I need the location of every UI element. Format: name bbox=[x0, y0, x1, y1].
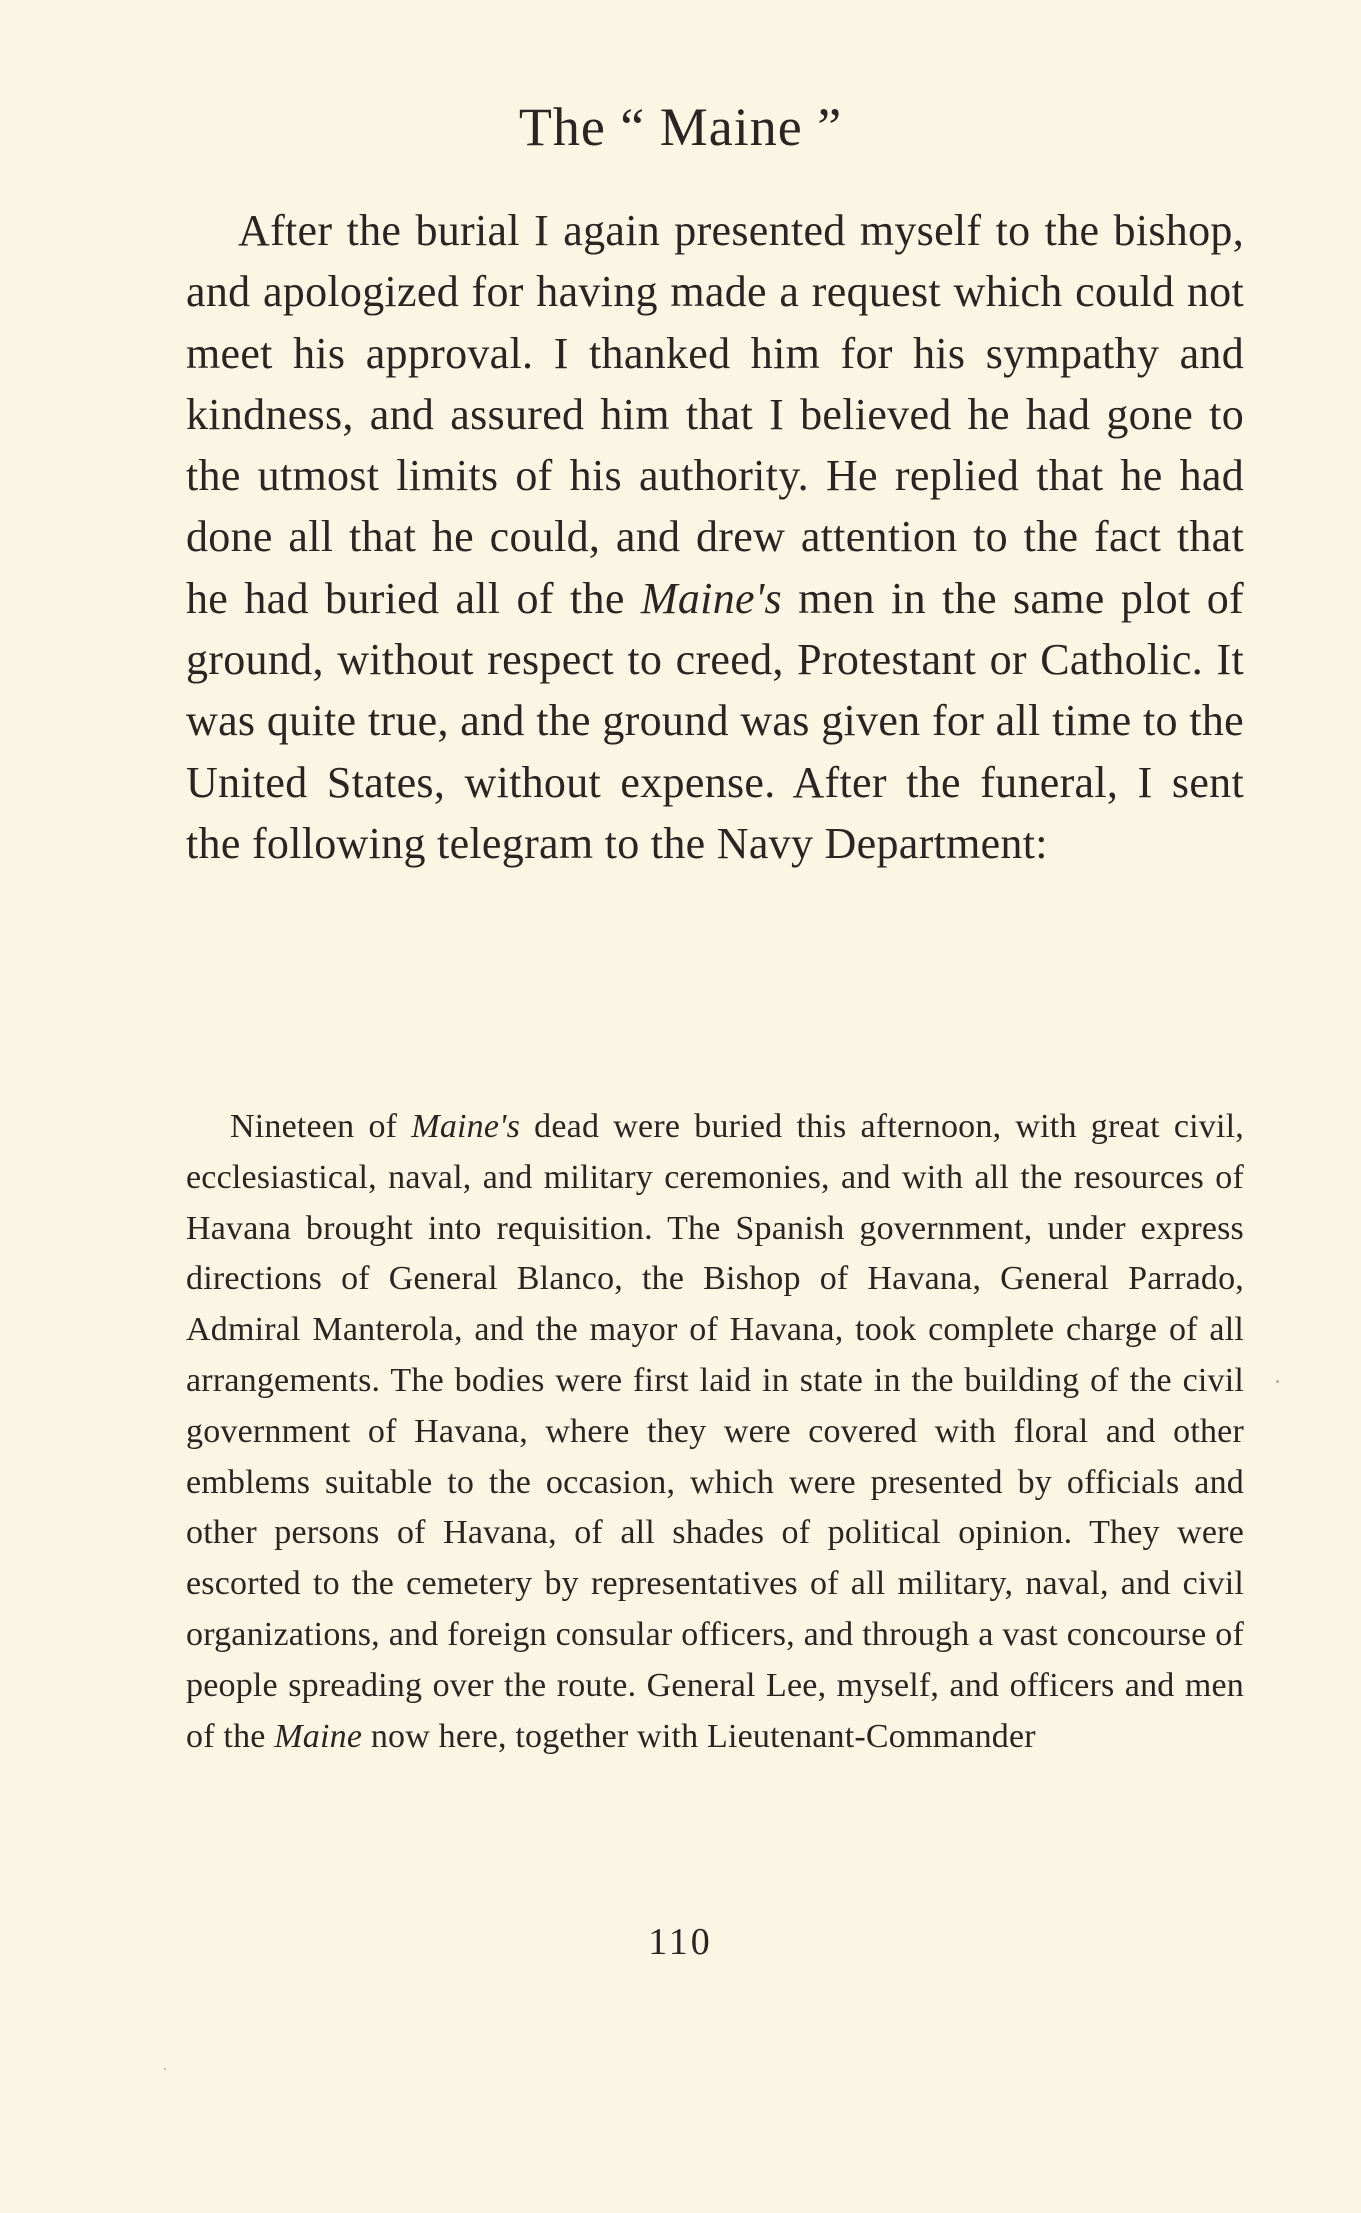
body-text-segment: men in the same plot of ground, without respect to creed, Protestant or Catholic. It was quite true, and the ground was given for all time to the United States, without expense. After the funeral, I sent the following telegram to the Navy Department: bbox=[186, 573, 1244, 868]
page-number: 110 bbox=[648, 1921, 713, 1963]
body-text-segment: After the burial I again presented myself to the bishop, and apologized for having made a request which could not meet his approval. I thanked him for his sympathy and kindness, and assured him that I believed he had gone to the utmost limits of his authority. He replied that he had done all that he could, and drew attention to the fact that he had buried all of the bbox=[186, 206, 1244, 623]
telegram-text-segment: dead were buried this afternoon, with great civil, ecclesiastical, naval, and military ceremonies, and with all the resources of Havana brought into requisition. The Spanish government, under express directions of General Blanco, the Bishop of Havana, General Parrado, Admiral Manterola, and the mayor of Havana, took complete charge of all arrangements. The bodies were first laid in state in the building of the civil government of Havana, where they were covered with floral and other emblems suitable to the occasion, which were presented by officials and other persons of Havana, of all shades of political opinion. They were escorted to the cemetery by representatives of all military, naval, and civil organizations, and foreign consular officers, and through a vast concourse of people spreading over the route. General Lee, myself, and officers and men of the bbox=[186, 1108, 1244, 1755]
ship-name-italic: Maine's bbox=[640, 573, 782, 623]
running-head: The “ Maine ” bbox=[518, 97, 843, 157]
paper-speck bbox=[1276, 1380, 1279, 1383]
telegram-paragraph bbox=[186, 1102, 1244, 1762]
ship-name-italic: Maine bbox=[274, 1717, 363, 1755]
body-paragraph bbox=[186, 200, 1244, 874]
telegram-quote bbox=[186, 1102, 1244, 1762]
telegram-text-segment: Nineteen of bbox=[230, 1108, 412, 1145]
telegram-text-segment: now here, together with Lieutenant-Commander bbox=[362, 1717, 1036, 1755]
paper-speck bbox=[164, 2068, 166, 2070]
body-text bbox=[186, 200, 1244, 874]
ship-name-italic: Maine's bbox=[411, 1108, 521, 1145]
